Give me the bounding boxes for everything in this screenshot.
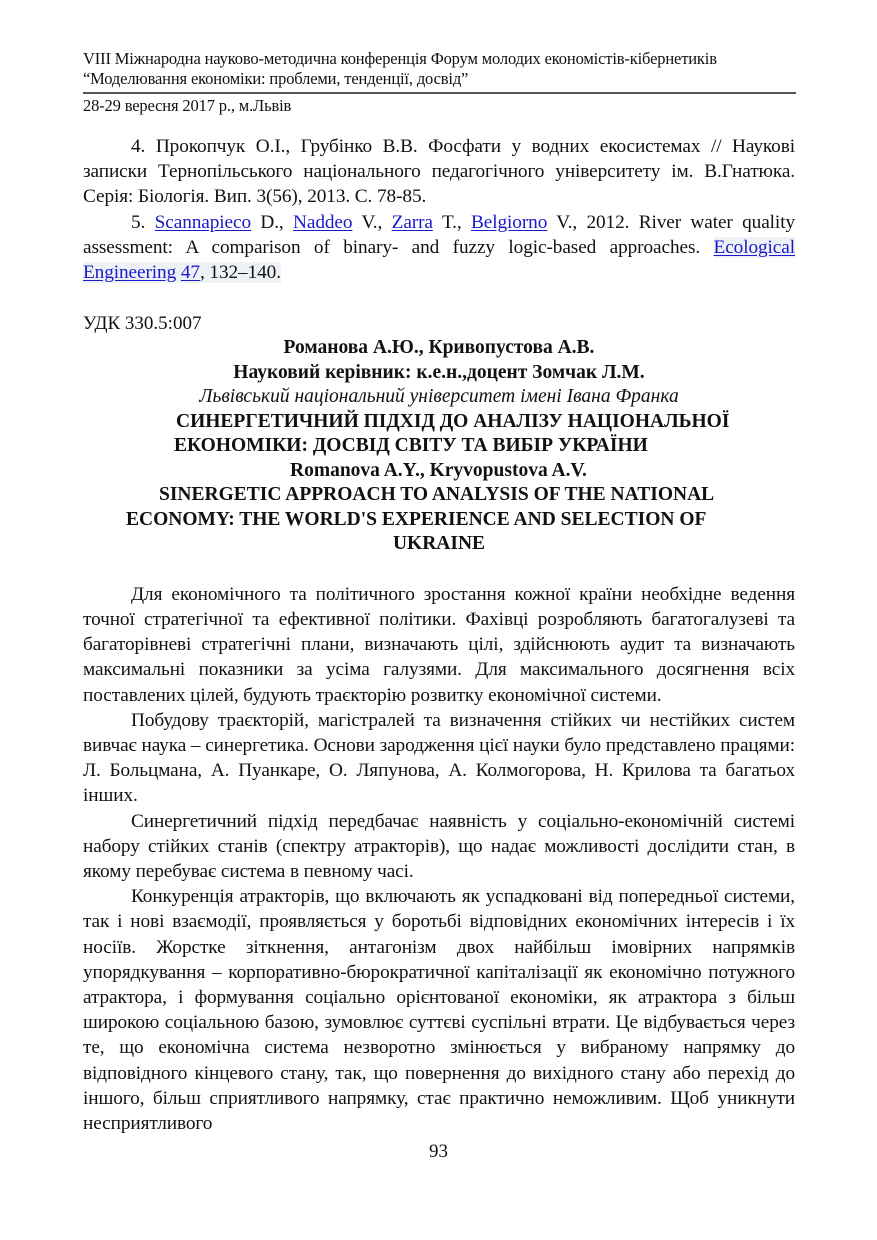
journal-link[interactable]: Ecological Engineering — [83, 236, 795, 284]
author-link-belgiorno[interactable]: Belgiorno — [471, 211, 548, 233]
conference-title: VIII Міжнародна науково-методична конференція Форум молодих економістів-кібернетиків — [83, 49, 717, 68]
article-body — [83, 582, 795, 1136]
reference-number: 4. — [131, 136, 146, 157]
body-paragraph: Для економічного та політичного зростання кожної країни необхідне ведення точної стратегічної та ефективної політики. Фахівці розробляють багатогалузеві та багаторівневі стратегічні плани, визначають цілі, здійснюють аудит та визначають максимальні показники за усіма галузями. Для максимального досягнення всіх поставлених цілей, будують траєкторію розвитку економічної системи. — [83, 583, 795, 706]
title-en-line-2: ECONOMY: THE WORLD'S EXPERIENCE AND SELECTION OF — [126, 508, 707, 530]
reference-pages: , 132–140. — [199, 262, 281, 284]
reference-item-4 — [83, 134, 795, 210]
authors-en: Romanova A.Y., Kryvopustova A.V. — [290, 459, 587, 481]
author-initial: D., — [260, 211, 284, 233]
supervisor-ua: Науковий керівник: к.е.н.,доцент Зомчак Л.М. — [233, 361, 645, 383]
reference-year-title: 2012. River water quality assessment: A comparison of binary- and fuzzy logic-based approaches. — [83, 211, 795, 258]
article-heading — [83, 336, 795, 557]
conference-subtitle: “Моделювання економіки: проблеми, тенденції, досвід” — [83, 69, 469, 88]
udk-code: УДК 330.5:007 — [83, 313, 202, 335]
author-link-naddeo[interactable]: Naddeo — [293, 211, 353, 233]
running-header — [83, 49, 795, 116]
volume-link[interactable]: 47 — [180, 262, 200, 284]
reference-item-5 — [83, 210, 795, 286]
author-initial: T., — [441, 211, 462, 233]
document-page — [83, 49, 795, 1136]
page-number: 93 — [429, 1141, 448, 1162]
authors-ua: Романова А.Ю., Кривопустова А.В. — [283, 337, 595, 359]
author-link-scannapieco[interactable]: Scannapieco — [154, 211, 251, 233]
author-link-zarra[interactable]: Zarra — [391, 211, 433, 233]
affiliation-ua: Львівський національний університет імені Івана Франка — [199, 386, 679, 408]
conference-date-place: 28-29 вересня 2017 р., м.Львів — [83, 96, 292, 115]
body-paragraph: Синергетичний підхід передбачає наявність у соціально-економічній системі набору стійких станів (спектру атракторів), що надає можливості дослідити стан, в якому перебуває система в певному часі. — [83, 810, 795, 882]
body-paragraph: Побудову траєкторій, магістралей та визначення стійких чи нестійких систем вивчає наука – синергетика. Основи зародження цієї науки було представлено працями: Л. Больцмана, А. Пуанкаре, О. Ляпунова, А. Колмогорова, Н. Крилова та багатьох інших. — [83, 709, 795, 807]
reference-number: 5. — [131, 211, 146, 233]
author-initial: V., — [361, 211, 383, 233]
reference-list — [83, 134, 795, 285]
title-ua-line-1: СИНЕРГЕТИЧНИЙ ПІДХІД ДО АНАЛІЗУ НАЦІОНАЛЬНОЇ — [176, 410, 730, 432]
title-en-line-3: UKRAINE — [392, 533, 486, 555]
title-en-line-1: SINERGETIC APPROACH TO ANALYSIS OF THE NATIONAL — [159, 484, 715, 506]
author-initial: V., — [556, 211, 578, 233]
reference-text: Прокопчук О.І., Грубінко В.В. Фосфати у водних екосистемах // Наукові записки Тернопільського національного педагогічного університету ім. В.Гнатюка. Серія: Біологія. Вип. 3(56), 2013. С. 78-85. — [83, 136, 795, 208]
body-paragraph: Конкуренція атракторів, що включають як успадковані від попередньої системи, так і нові взаємодії, проявляється у боротьбі відповідних економічних інтересів і їх носіїв. Жорстке зіткнення, антагонізм двох найбільш імовірних напрямків упорядкування – корпоративно-бюрократичної капіталізації як економічно потужного атрактора, і формування соціально орієнтованої економіки, як атрактора з більш широкою соціальною базою, зумовлює суттєві суспільні втрати. Це відбувається через те, що економічна система незворотно змінюється у вибраному напрямку до відповідного кінцевого стану, так, що повернення до вихідного стану або перехід до іншого, більш сприятливого напрямку, стає практично неможливим. Щоб уникнути несприятливого — [83, 886, 795, 1134]
header-divider — [83, 92, 796, 94]
title-ua-line-2: ЕКОНОМІКИ: ДОСВІД СВІТУ ТА ВИБІР УКРАЇНИ — [174, 435, 648, 457]
